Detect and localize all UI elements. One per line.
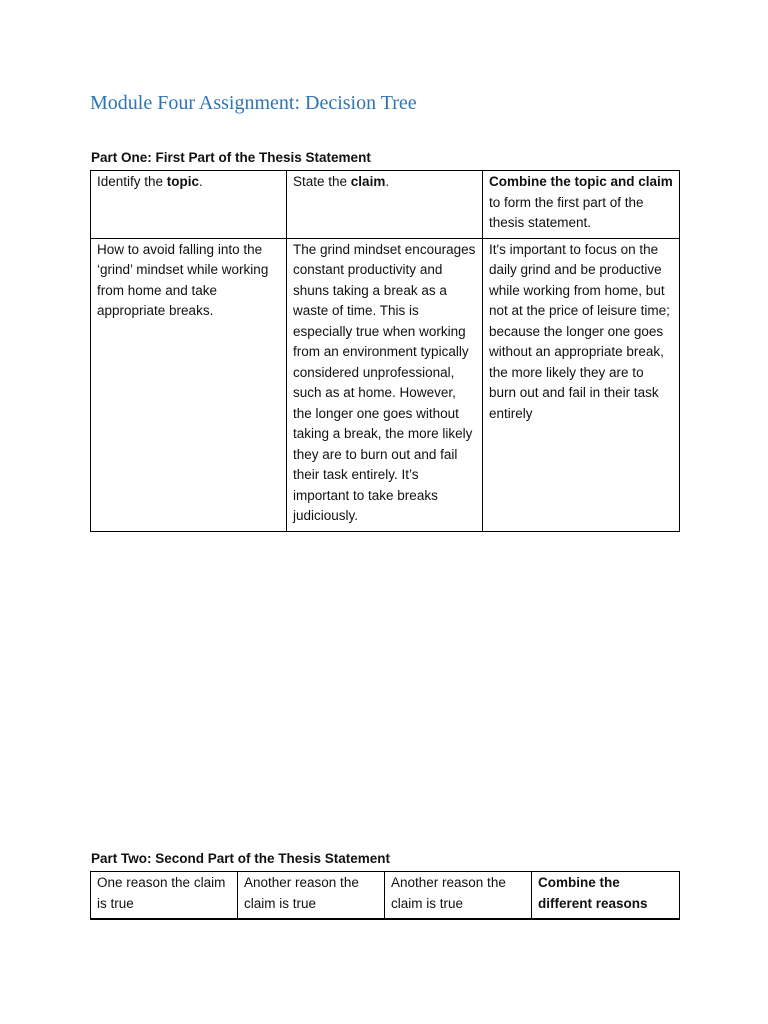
header-cell-combine: [483, 171, 680, 239]
claim-cell: The grind mindset encourages constant productivity and shuns taking a break as a waste of time. This is especially true when working from an environment typically considered unprofessional, such as at home. However, the longer one goes without taking a break, the more likely they are to burn out and fail their task entirely. It’s important to take breaks judiciously.: [287, 238, 483, 531]
part-one-heading: Part One: First Part of the Thesis Statement: [91, 150, 371, 165]
header-text: to form the first part of the thesis statement.: [489, 194, 644, 230]
header-text: Identify the: [97, 174, 167, 189]
topic-cell: How to avoid falling into the ‘grind’ mindset while working from home and take appropriate breaks.: [91, 238, 287, 531]
table-header-row: [91, 171, 680, 239]
header-cell-reason-one: One reason the claim is true: [91, 872, 238, 920]
page-title: Module Four Assignment: Decision Tree: [90, 92, 417, 114]
header-cell-claim: [287, 171, 483, 239]
header-cell-combine: [532, 872, 680, 920]
header-cell-reason-two: Another reason the claim is true: [238, 872, 385, 920]
part-two-heading: Part Two: Second Part of the Thesis Statement: [91, 851, 391, 866]
header-text: .: [385, 174, 390, 189]
header-text: State the: [293, 174, 351, 189]
header-bold-text: Combine the different reasons: [538, 875, 648, 911]
table-header-row: [91, 872, 680, 920]
header-cell-reason-three: Another reason the claim is true: [385, 872, 532, 920]
header-cell-topic: [91, 171, 287, 239]
combined-cell: It's important to focus on the daily grind and be productive while working from home, but not at the price of leisure time; because the longer one goes without an appropriate break, the more likely they are to burn out and fail in their task entirely: [483, 238, 680, 531]
header-bold-text: Combine the topic and claim: [489, 174, 673, 189]
part-one-table: [90, 170, 680, 532]
header-bold-text: topic: [166, 174, 200, 189]
table-row: [91, 238, 680, 531]
header-text: .: [199, 174, 203, 189]
part-two-table: [90, 871, 680, 920]
header-bold-text: claim: [350, 174, 386, 189]
